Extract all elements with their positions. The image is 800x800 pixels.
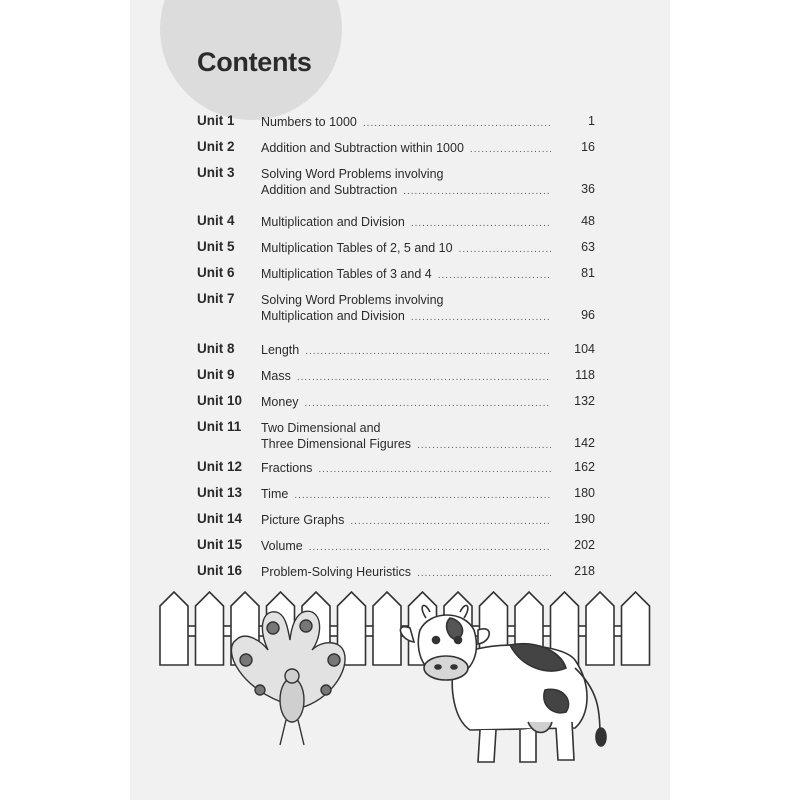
fence-picket (196, 592, 224, 665)
toc-entry-text: Problem-Solving Heuristics (261, 565, 412, 579)
toc-unit-label: Unit 14 (197, 511, 243, 526)
toc-page-number: 81 (581, 266, 595, 280)
toc-entry-text: Length (261, 343, 300, 357)
toc-page-number: 162 (574, 460, 595, 474)
toc-entry-text: Two Dimensional and (261, 421, 381, 435)
toc-unit-label: Unit 5 (197, 239, 235, 254)
toc-page-number: 142 (574, 436, 595, 450)
toc-entry-text: Multiplication and Division (261, 215, 405, 229)
toc-entry-text: Numbers to 1000 (261, 115, 357, 129)
toc-page-number: 63 (581, 240, 595, 254)
toc-page-number: 36 (581, 182, 595, 196)
toc-unit-label: Unit 4 (197, 213, 235, 228)
toc-unit-label: Unit 16 (197, 563, 243, 578)
toc-unit-label: Unit 6 (197, 265, 235, 280)
toc-entry-text: Multiplication Tables of 2, 5 and 10 (261, 241, 453, 255)
toc-page-number: 104 (574, 342, 595, 356)
page-title: Contents (197, 47, 312, 77)
toc-unit-label: Unit 7 (197, 291, 235, 306)
toc-unit-label: Unit 13 (197, 485, 243, 500)
toc-entry-text: Volume (261, 539, 303, 553)
toc-page-number: 16 (581, 140, 595, 154)
toc-page-number: 180 (574, 486, 595, 500)
toc-unit-label: Unit 2 (197, 139, 235, 154)
toc-entry-text: Mass (261, 369, 291, 383)
toc-page-number: 48 (581, 214, 595, 228)
fence-picket (160, 592, 188, 665)
toc-page-number: 1 (588, 114, 595, 128)
fence-picket (622, 592, 650, 665)
toc-page-number: 96 (581, 308, 595, 322)
fence-picket (373, 592, 401, 665)
toc-unit-label: Unit 12 (197, 459, 243, 474)
toc-unit-label: Unit 1 (197, 113, 235, 128)
toc-page-number: 132 (574, 394, 595, 408)
toc-unit-label: Unit 10 (197, 393, 243, 408)
toc-entry-text: Picture Graphs (261, 513, 345, 527)
toc-page-number: 190 (574, 512, 595, 526)
toc-entry-text: Solving Word Problems involving (261, 167, 444, 181)
toc-unit-label: Unit 8 (197, 341, 235, 356)
fence-picket (586, 592, 614, 665)
toc-entry-text: Addition and Subtraction within 1000 (261, 141, 464, 155)
toc-unit-label: Unit 11 (197, 419, 242, 434)
toc-entry-text: Fractions (261, 461, 313, 475)
toc-unit-label: Unit 15 (197, 537, 243, 552)
toc-entry-text: Time (261, 487, 289, 501)
toc-entry-text: Three Dimensional Figures (261, 437, 412, 451)
toc-page-number: 218 (574, 564, 595, 578)
toc-entry-text: Money (261, 395, 299, 409)
toc-unit-label: Unit 9 (197, 367, 235, 382)
toc-entry-text: Addition and Subtraction (261, 183, 398, 197)
toc-page-number: 118 (575, 368, 595, 382)
toc-entry-text: Multiplication Tables of 3 and 4 (261, 267, 432, 281)
toc-entry-text: Solving Word Problems involving (261, 293, 444, 307)
toc-entry-text: Multiplication and Division (261, 309, 405, 323)
toc-page-number: 202 (574, 538, 595, 552)
toc-unit-label: Unit 3 (197, 165, 235, 180)
